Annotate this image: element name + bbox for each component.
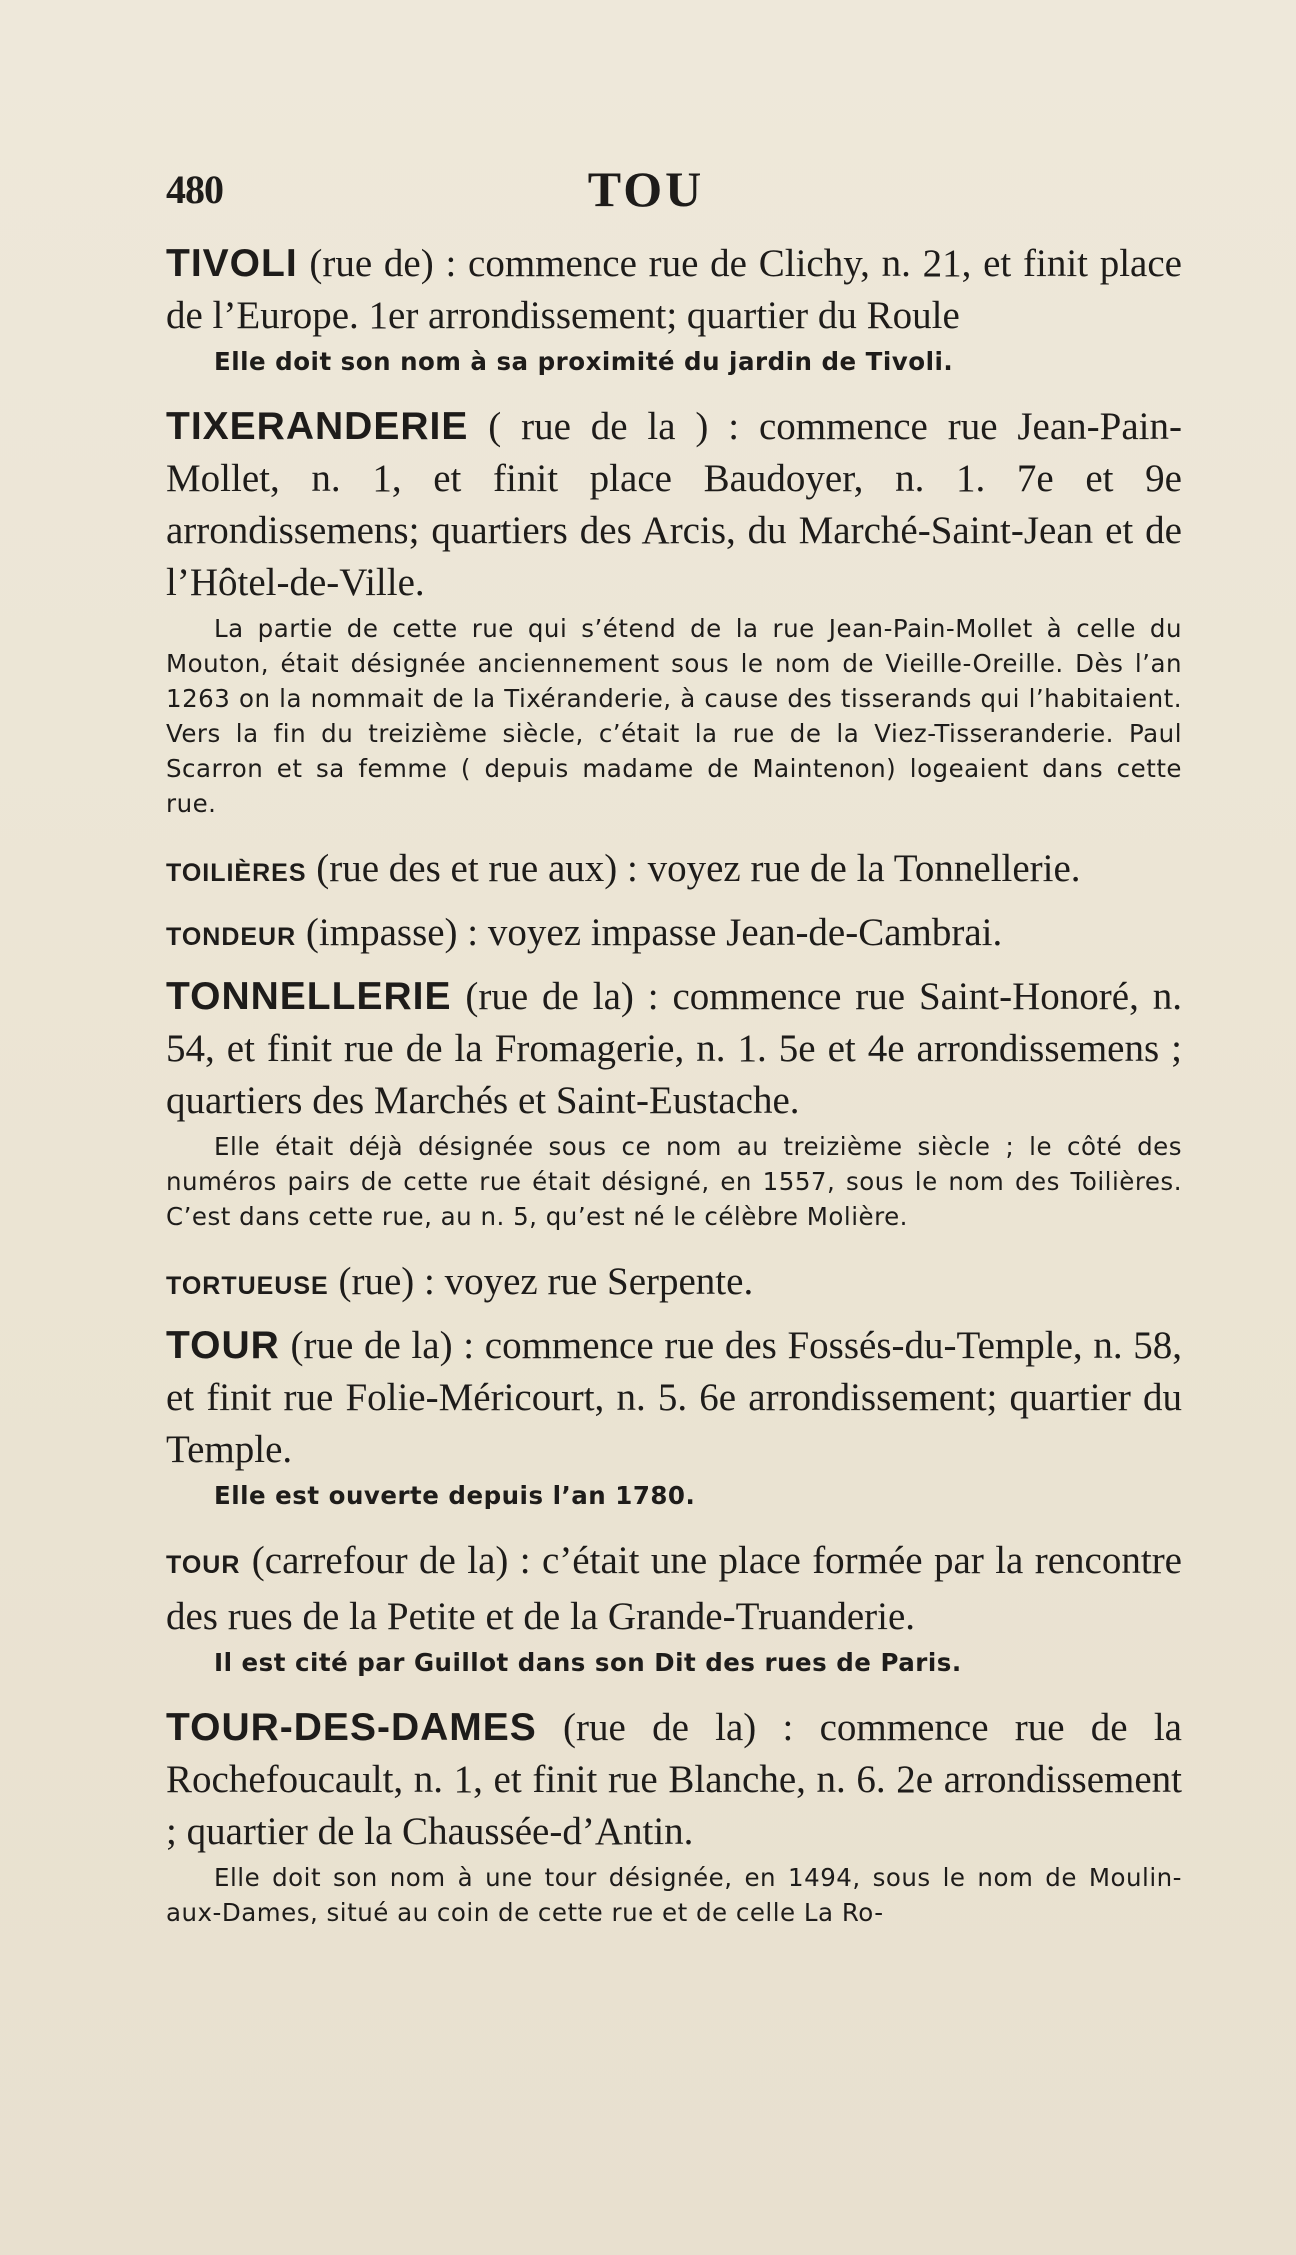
entry-main-text (166, 907, 1182, 963)
entry-main-text (166, 1702, 1182, 1858)
running-title: TOU (587, 161, 705, 217)
entry-main-text (166, 238, 1182, 342)
entry-description: (rue) : voyez rue Serpente. (328, 1260, 754, 1303)
entry-tixeranderie (166, 401, 1182, 821)
entry-headword: TOUR (166, 1551, 241, 1579)
entry-description: (impasse) : voyez impasse Jean-de-Cambrai. (296, 911, 1003, 954)
entry-note: Elle doit son nom à sa proximité du jardin de Tivoli. (214, 347, 954, 376)
entry-description: (carrefour de la) : c’était une place formée par la rencontre des rues de la Petite et de la Grande-Truanderie. (166, 1539, 1182, 1638)
entry-main-text (166, 843, 1182, 899)
entry-note: Elle est ouverte depuis l’an 1780. (214, 1481, 696, 1510)
entry-note: La partie de cette rue qui s’étend de la rue Jean-Pain-Mollet à celle du Mouton, était désignée anciennement sous le nom de Vieille-Oreille. Dès l’an 1263 on la nommait de la Tixéranderie, à cause des tisserands qui l’habitaient. Vers la fin du treizième siècle, c’était la rue de la Viez-Tisseranderie. Paul Scarron et sa femme ( depuis madame de Maintenon) logeaient dans cette rue. (166, 614, 1182, 818)
entry-tour-carrefour (166, 1535, 1182, 1680)
entry-headword: TOILIÈRES (166, 859, 307, 887)
entry-headword: TORTUEUSE (166, 1272, 329, 1300)
entry-main-text (166, 1320, 1182, 1476)
entry-tivoli (166, 238, 1182, 379)
entry-main-text (166, 971, 1182, 1127)
entry-description: (rue des et rue aux) : voyez rue de la Tonnellerie. (306, 847, 1081, 890)
entry-headword: TIXERANDERIE (166, 405, 469, 448)
entry-toilieres (166, 843, 1182, 899)
entry-headword: TONDEUR (166, 923, 297, 951)
entry-description: ( rue de la ) : commence rue Jean-Pain-Mollet, n. 1, et finit place Baudoyer, n. 1. 7e et 9e arrondissemens; quartiers des Arcis, du Marché-Saint-Jean et de l’Hôtel-de-Ville. (166, 405, 1182, 604)
entry-note: Il est cité par Guillot dans son Dit des rues de Paris. (214, 1648, 962, 1677)
entry-tour-rue (166, 1320, 1182, 1513)
entry-description: (rue de la) : commence rue de la Rochefoucault, n. 1, et finit rue Blanche, n. 6. 2e arrondissement ; quartier de la Chaussée-d’Antin. (166, 1706, 1182, 1853)
entry-headword: TOUR-DES-DAMES (166, 1706, 537, 1749)
entry-headword: TOUR (166, 1324, 280, 1367)
entry-description: (rue de la) : commence rue Saint-Honoré, n. 54, et finit rue de la Fromagerie, n. 1. 5e et 4e arrondissemens ; quartiers des Marchés et Saint-Eustache. (166, 975, 1182, 1122)
entry-headword: TIVOLI (166, 242, 298, 285)
entry-tonnellerie (166, 971, 1182, 1234)
dictionary-entries (166, 238, 1182, 1952)
entry-main-text (166, 1256, 1182, 1312)
entry-tour-des-dames (166, 1702, 1182, 1930)
page-header (166, 160, 1126, 220)
entry-tondeur (166, 907, 1182, 963)
entry-headword: TONNELLERIE (166, 975, 452, 1018)
entry-description: (rue de) : commence rue de Clichy, n. 21, et finit place de l’Europe. 1er arrondissement; quartier du Roule (166, 242, 1182, 337)
entry-note: Elle doit son nom à une tour désignée, en 1494, sous le nom de Moulin-aux-Dames, situé au coin de cette rue et de celle La Ro- (166, 1863, 1182, 1927)
entry-main-text (166, 1535, 1182, 1643)
entry-main-text (166, 401, 1182, 609)
page-number: 480 (166, 167, 223, 212)
entry-note: Elle était déjà désignée sous ce nom au treizième siècle ; le côté des numéros pairs de cette rue était désigné, en 1557, sous le nom des Toilières. C’est dans cette rue, au n. 5, qu’est né le célèbre Molière. (166, 1132, 1182, 1231)
entry-tortueuse (166, 1256, 1182, 1312)
entry-description: (rue de la) : commence rue des Fossés-du-Temple, n. 58, et finit rue Folie-Méricourt, n. 5. 6e arrondissement; quartier du Temple. (166, 1324, 1182, 1471)
